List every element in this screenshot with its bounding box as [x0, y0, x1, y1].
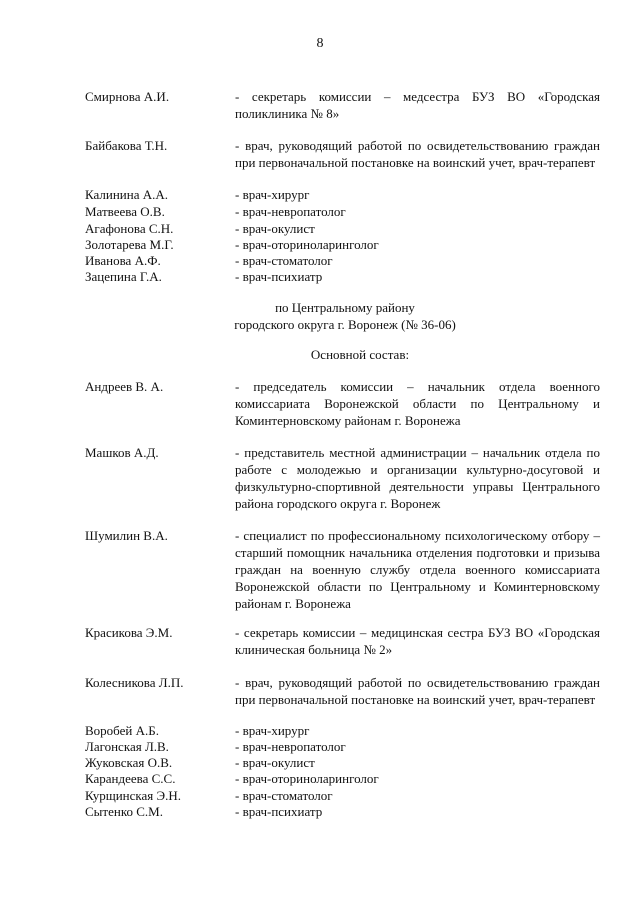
member-name: Красикова Э.М. — [85, 625, 173, 640]
specialist-role: - врач-невропатолог — [235, 739, 346, 754]
specialist-name: Жуковская О.В. — [85, 755, 173, 770]
member-name: Шумилин В.А. — [85, 528, 168, 543]
specialist-name: Курщинская Э.Н. — [85, 788, 181, 803]
member-role: - секретарь комиссии – медицинская сестра БУЗ ВО «Городская клиническая больница № 2» — [235, 625, 600, 657]
member-name: Смирнова А.И. — [85, 89, 170, 104]
specialist-role: - врач-оториноларинголог — [235, 237, 379, 252]
member-name: Колесникова Л.П. — [85, 675, 184, 690]
specialist-name: Золотарева М.Г. — [85, 237, 174, 252]
specialist-role: - врач-стоматолог — [235, 253, 333, 268]
specialist-role: - врач-окулист — [235, 755, 315, 770]
specialist-name: Воробей А.Б. — [85, 723, 159, 738]
specialist-name: Матвеева О.В. — [85, 204, 165, 219]
member-role: - специалист по профессиональному психологическому отбору – старший помощник начальника отделения подготовки и призыва граждан на военную службу отдела военного комиссариата Воронежской области по Центральному и Коминтерновскому районам г. Воронежа — [235, 528, 600, 611]
specialist-role: - врач-оториноларинголог — [235, 771, 379, 786]
member-role: - врач, руководящий работой по освидетельствованию граждан при первоначальной постановке на воинский учет, врач-терапевт — [235, 138, 600, 170]
specialist-role: - врач-психиатр — [235, 804, 323, 819]
specialist-name: Карандеева С.С. — [85, 771, 176, 786]
member-name: Байбакова Т.Н. — [85, 138, 168, 153]
member-role: - представитель местной администрации – начальник отдела по работе с молодежью и организации культурно-досуговой и физкультурно-спортивной деятельности управы Центрального района городского округа г. Воронеж — [235, 445, 600, 511]
specialist-name: Лагонская Л.В. — [85, 739, 169, 754]
member-role: - секретарь комиссии – медсестра БУЗ ВО «Городская поликлиника № 8» — [235, 89, 600, 121]
member-name: Машков А.Д. — [85, 445, 159, 460]
specialist-role: - врач-невропатолог — [235, 204, 346, 219]
specialist-role: - врач-окулист — [235, 221, 315, 236]
district-heading-line-1: по Центральному району — [275, 300, 415, 315]
specialist-role: - врач-хирург — [235, 187, 310, 202]
district-heading-line-2: городского округа г. Воронеж (№ 36-06) — [234, 317, 456, 332]
member-name: Андреев В. А. — [85, 379, 164, 394]
specialist-role: - врач-психиатр — [235, 269, 323, 284]
member-role: - врач, руководящий работой по освидетельствованию граждан при первоначальной постановке на воинский учет, врач-терапевт — [235, 675, 600, 707]
specialist-name: Иванова А.Ф. — [85, 253, 161, 268]
member-role: - председатель комиссии – начальник отдела военного комиссариата Воронежской области по Центральному и Коминтерновскому районам г. Воронежа — [235, 379, 600, 428]
specialist-name: Сытенко С.М. — [85, 804, 163, 819]
specialist-role: - врач-стоматолог — [235, 788, 333, 803]
composition-heading: Основной состав: — [310, 347, 410, 362]
specialist-role: - врач-хирург — [235, 723, 310, 738]
specialist-name: Калинина А.А. — [85, 187, 168, 202]
specialist-name: Зацепина Г.А. — [85, 269, 162, 284]
specialist-name: Агафонова С.Н. — [85, 221, 174, 236]
page-number: 8 — [316, 36, 324, 51]
